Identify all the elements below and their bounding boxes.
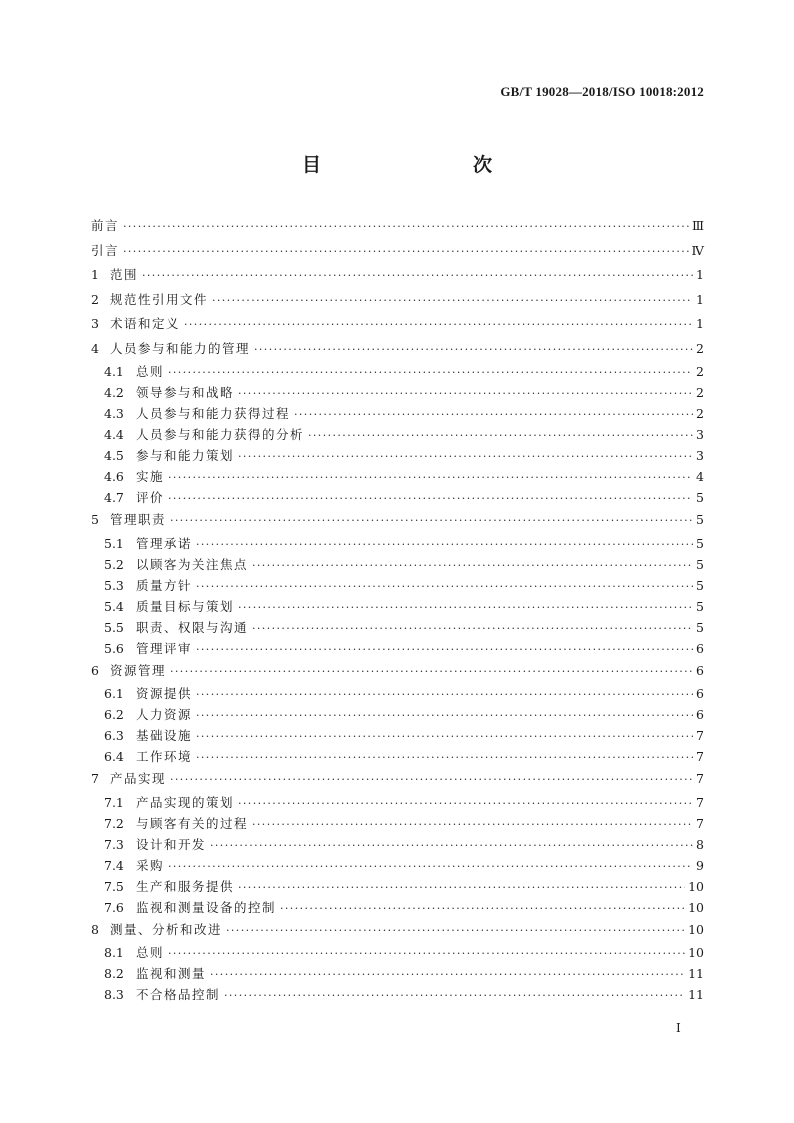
toc-entry-label: 范围 <box>110 267 139 282</box>
toc-dot-leader <box>280 898 685 919</box>
toc-entry-number: 7.4 <box>104 857 124 873</box>
toc-entry-number: 7.2 <box>104 815 124 831</box>
toc-entry-label: 规范性引用文件 <box>110 291 209 307</box>
toc-entry-page: 2 <box>696 406 704 421</box>
toc-entry-page: 11 <box>688 966 704 981</box>
toc-dot-leader <box>252 555 693 576</box>
toc-entry-page: Ⅳ <box>691 242 704 258</box>
toc-entry-label: 领导参与和战略 <box>136 385 235 400</box>
toc-entry-number: 8.3 <box>104 987 124 1002</box>
toc-entry-label: 资源提供 <box>136 686 193 701</box>
toc-entry-page: 10 <box>688 921 704 937</box>
toc-dot-leader <box>170 768 693 793</box>
toc-entry[interactable] <box>91 942 704 963</box>
toc-dot-leader <box>168 362 693 383</box>
toc-dot-leader <box>238 383 693 404</box>
toc-dot-leader <box>252 814 693 835</box>
toc-dot-leader <box>142 264 693 289</box>
toc-entry-label: 管理评审 <box>136 640 193 656</box>
toc-entry-number: 5 <box>91 512 99 527</box>
toc-entry[interactable] <box>91 554 704 575</box>
toc-dot-leader <box>196 639 693 660</box>
toc-entry-page: 3 <box>696 427 704 442</box>
toc-entry[interactable] <box>91 725 704 746</box>
toc-entry-number: 6.4 <box>104 749 124 764</box>
toc-entry-page: 2 <box>696 385 704 400</box>
toc-entry[interactable] <box>91 792 704 813</box>
toc-dot-leader <box>238 446 693 467</box>
toc-entry-label: 监视和测量 <box>136 966 207 981</box>
toc-entry-page: 10 <box>688 899 704 915</box>
toc-dot-leader <box>254 338 693 363</box>
toc-entry[interactable] <box>91 876 704 897</box>
toc-entry-page: 3 <box>696 448 704 463</box>
toc-entry-page: 7 <box>696 771 704 786</box>
page-title: 目 次 <box>301 154 530 176</box>
toc-entry[interactable] <box>91 487 704 508</box>
toc-dot-leader <box>238 877 685 898</box>
toc-entry-page: 5 <box>696 556 704 572</box>
toc-entry-number: 4.5 <box>104 448 124 463</box>
toc-entry-page: 5 <box>696 490 704 505</box>
toc-dot-leader <box>210 964 685 985</box>
toc-entry-page: 5 <box>696 535 704 551</box>
toc-dot-leader <box>170 509 693 534</box>
toc-entry-label: 管理承诺 <box>136 535 193 551</box>
toc-dot-leader <box>212 289 693 314</box>
toc-entry-page: 1 <box>696 291 704 307</box>
toc-entry-label: 采购 <box>136 857 165 873</box>
toc-dot-leader <box>308 425 693 446</box>
toc-entry[interactable] <box>91 466 704 487</box>
toc-entry[interactable] <box>91 424 704 445</box>
toc-entry-label: 测量、分析和改进 <box>110 921 223 937</box>
toc-entry-page: 2 <box>696 340 704 356</box>
toc-entry-label: 实施 <box>136 469 165 484</box>
toc-entry[interactable] <box>91 508 704 533</box>
toc-entry-number: 5.4 <box>104 598 124 614</box>
toc-entry-number: 6.3 <box>104 728 124 743</box>
toc-entry[interactable] <box>91 445 704 466</box>
toc-entry-number: 2 <box>91 291 99 307</box>
standard-code: GB/T 19028—2018/ISO 10018:2012 <box>500 84 704 99</box>
toc-dot-leader <box>238 597 693 618</box>
toc-entry-label: 总则 <box>136 945 165 960</box>
toc-entry-page: 1 <box>696 316 704 331</box>
toc-entry-number: 7.1 <box>104 794 124 810</box>
toc-dot-leader <box>196 576 693 597</box>
toc-entry-page: 6 <box>696 707 704 722</box>
toc-entry[interactable] <box>91 659 704 684</box>
toc-dot-leader <box>196 534 693 555</box>
toc-entry-label: 人员参与和能力获得的分析 <box>136 427 305 442</box>
toc-entry-number: 6.2 <box>104 707 124 722</box>
toc-entry-number: 7.6 <box>104 899 124 915</box>
toc-entry[interactable] <box>91 382 704 403</box>
toc-entry-label: 参与和能力策划 <box>136 448 235 463</box>
toc-entry-page: 4 <box>696 469 704 484</box>
toc-entry-label: 管理职责 <box>110 512 167 527</box>
toc-entry[interactable] <box>91 288 704 313</box>
toc-entry-label: 产品实现的策划 <box>136 794 235 810</box>
toc-entry-label: 工作环境 <box>136 749 193 764</box>
toc-entry-number: 5.5 <box>104 619 124 635</box>
toc-dot-leader <box>224 985 685 1006</box>
toc-entry[interactable] <box>91 746 704 767</box>
toc-entry[interactable] <box>91 575 704 596</box>
toc-entry-page: 7 <box>696 749 704 764</box>
toc-entry[interactable] <box>91 403 704 424</box>
toc-dot-leader <box>226 919 685 944</box>
toc-entry-number: 3 <box>91 316 99 331</box>
toc-entry-page: 5 <box>696 577 704 593</box>
toc-entry-label: 人员参与和能力的管理 <box>110 340 251 356</box>
toc-entry-label: 人力资源 <box>136 707 193 722</box>
toc-entry-page: 10 <box>688 945 704 960</box>
toc-entry[interactable] <box>91 767 704 792</box>
toc-entry[interactable] <box>91 963 704 984</box>
toc-entry-label: 术语和定义 <box>110 316 181 331</box>
toc-entry-page: Ⅲ <box>691 218 704 233</box>
toc-entry-page: 6 <box>696 686 704 701</box>
toc-entry-number: 8.1 <box>104 945 124 960</box>
toc-dot-leader <box>168 856 693 877</box>
toc-entry[interactable] <box>91 918 704 943</box>
toc-entry-number: 7 <box>91 771 99 786</box>
toc-dot-leader <box>196 705 693 726</box>
toc-entry-number: 6.1 <box>104 686 124 701</box>
toc-entry-number: 4.7 <box>104 490 124 505</box>
toc-entry-page: 7 <box>696 815 704 831</box>
toc-entry-label: 产品实现 <box>110 771 167 786</box>
toc-entry[interactable] <box>91 214 704 239</box>
toc-dot-leader <box>294 404 693 425</box>
toc-entry-number: 4.1 <box>104 364 124 379</box>
toc-entry[interactable] <box>91 855 704 876</box>
toc-entry-number: 4 <box>91 340 99 356</box>
toc-entry[interactable] <box>91 683 704 704</box>
toc-entry-label: 质量目标与策划 <box>136 598 235 614</box>
toc-entry-label: 监视和测量设备的控制 <box>136 899 277 915</box>
toc-dot-leader <box>168 488 693 509</box>
toc-entry-number: 5.6 <box>104 640 124 656</box>
toc-entry-label: 与顾客有关的过程 <box>136 815 249 831</box>
toc-dot-leader <box>252 618 693 639</box>
toc-dot-leader <box>168 943 685 964</box>
toc-entry-label: 人员参与和能力获得过程 <box>136 406 291 421</box>
toc-entry[interactable] <box>91 638 704 659</box>
toc-entry-page: 1 <box>696 267 704 282</box>
toc-entry[interactable] <box>91 337 704 362</box>
toc-entry-page: 7 <box>696 794 704 810</box>
toc-entry-label: 质量方针 <box>136 577 193 593</box>
toc-entry[interactable] <box>91 984 704 1005</box>
toc-entry-label: 不合格品控制 <box>136 987 221 1002</box>
toc-dot-leader <box>196 726 693 747</box>
toc-entry[interactable] <box>91 263 704 288</box>
toc-entry-page: 5 <box>696 598 704 614</box>
toc-entry-number: 5.3 <box>104 577 124 593</box>
toc-dot-leader <box>170 660 693 685</box>
toc-entry-page: 8 <box>696 836 704 852</box>
toc-dot-leader <box>184 313 693 338</box>
toc-entry-page: 5 <box>696 512 704 527</box>
toc-entry-label: 前言 <box>91 218 120 233</box>
toc-entry-number: 7.5 <box>104 878 124 894</box>
toc-entry-page: 5 <box>696 619 704 635</box>
toc-entry[interactable] <box>91 312 704 337</box>
toc-dot-leader <box>123 240 688 265</box>
toc-entry-page: 10 <box>688 878 704 894</box>
toc-entry-label: 评价 <box>136 490 165 505</box>
toc-entry-label: 资源管理 <box>110 662 167 678</box>
toc-entry-label: 设计和开发 <box>136 836 207 852</box>
toc-entry-page: 7 <box>696 728 704 743</box>
toc-entry-number: 6 <box>91 662 99 678</box>
toc-entry[interactable] <box>91 361 704 382</box>
toc-dot-leader <box>196 684 693 705</box>
toc-entry[interactable] <box>91 834 704 855</box>
toc-entry-number: 4.6 <box>104 469 124 484</box>
toc-entry-number: 5.1 <box>104 535 124 551</box>
toc-entry-label: 以顾客为关注焦点 <box>136 556 249 572</box>
toc-entry-number: 7.3 <box>104 836 124 852</box>
toc-entry[interactable] <box>91 704 704 725</box>
toc-dot-leader <box>210 835 693 856</box>
toc-dot-leader <box>238 793 693 814</box>
toc-entry-label: 职责、权限与沟通 <box>136 619 249 635</box>
toc-entry-page: 9 <box>696 857 704 873</box>
toc-entry-number: 4.4 <box>104 427 124 442</box>
toc-entry-number: 1 <box>91 267 99 282</box>
toc-entry-page: 11 <box>688 987 704 1002</box>
toc-entry[interactable] <box>91 617 704 638</box>
toc-entry[interactable] <box>91 897 704 918</box>
toc-entry-number: 4.3 <box>104 406 124 421</box>
toc-entry[interactable] <box>91 813 704 834</box>
toc-entry-label: 引言 <box>91 242 120 258</box>
toc-entry-number: 4.2 <box>104 385 124 400</box>
toc-dot-leader <box>168 467 693 488</box>
toc-entry-number: 8 <box>91 921 99 937</box>
toc-entry-label: 总则 <box>136 364 165 379</box>
toc-entry-page: 6 <box>696 662 704 678</box>
toc-dot-leader <box>123 215 689 240</box>
toc-dot-leader <box>196 747 693 768</box>
toc-entry[interactable] <box>91 533 704 554</box>
toc-entry[interactable] <box>91 596 704 617</box>
toc-entry-page: 6 <box>696 640 704 656</box>
table-of-contents <box>91 214 704 1005</box>
toc-entry[interactable] <box>91 239 704 264</box>
toc-entry-label: 生产和服务提供 <box>136 878 235 894</box>
toc-entry-number: 5.2 <box>104 556 124 572</box>
toc-entry-label: 基础设施 <box>136 728 193 743</box>
page-number: I <box>676 1021 681 1035</box>
toc-entry-page: 2 <box>696 364 704 379</box>
toc-entry-number: 8.2 <box>104 966 124 981</box>
